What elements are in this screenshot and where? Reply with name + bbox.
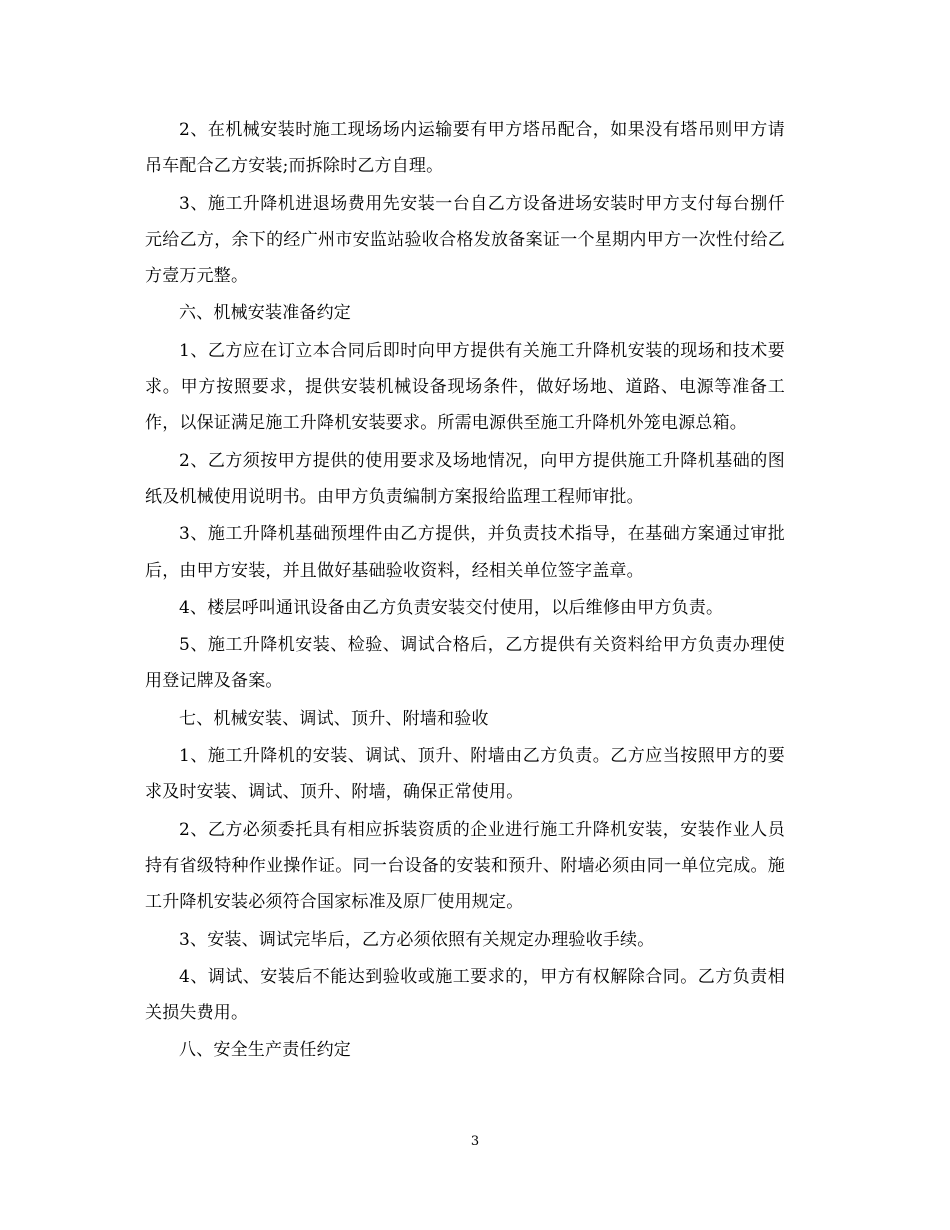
paragraph-qualified-installer: 2、乙方必须委托具有相应拆装资质的企业进行施工升降机安装，安装作业人员持有省级特种作业操作证。同一台设备的安装和预升、附墙必须由同一单位完成。施工升降机安装必须符合国家标准及原厂使用规定。 [145, 819, 785, 913]
paragraph-registration: 5、施工升降机安装、检验、调试合格后，乙方提供有关资料给甲方负责办理使用登记牌及备案。 [145, 635, 785, 692]
paragraph-acceptance-procedure: 3、安装、调试完毕后，乙方必须依照有关规定办理验收手续。 [179, 929, 655, 950]
paragraph-entry-exit-fee: 3、施工升降机进退场费用先安装一台自乙方设备进场安装时甲方支付每台捌仟元给乙方，余下的经广州市安监站验收合格发放备案证一个星期内甲方一次性付给乙方壹万元整。 [145, 193, 785, 287]
paragraph-site-requirements: 1、乙方应在订立本合同后即时向甲方提供有关施工升降机安装的现场和技术要求。甲方按照要求，提供安装机械设备现场条件，做好场地、道路、电源等准备工作，以保证满足施工升降机安装要求。所需电源供至施工升降机外笼电源总箱。 [145, 340, 785, 434]
section-heading-installation-acceptance: 七、机械安装、调试、顶升、附墙和验收 [179, 708, 489, 729]
page-number: 3 [470, 1134, 480, 1149]
paragraph-call-equipment: 4、楼层呼叫通讯设备由乙方负责安装交付使用，以后维修由甲方负责。 [179, 597, 724, 618]
paragraph-lift-transport: 2、在机械安装时施工现场场内运输要有甲方塔吊配合，如果没有塔吊则甲方请吊车配合乙方安装;而拆除时乙方自理。 [145, 120, 785, 177]
paragraph-termination: 4、调试、安装后不能达到验收或施工要求的，甲方有权解除合同。乙方负责相关损失费用。 [145, 966, 785, 1024]
section-heading-safety: 八、安全生产责任约定 [179, 1040, 351, 1061]
document-body [145, 112, 785, 1070]
section-heading-installation-prep: 六、机械安装准备约定 [179, 303, 351, 324]
paragraph-installation-responsibility: 1、施工升降机的安装、调试、顶升、附墙由乙方负责。乙方应当按照甲方的要求及时安装、调试、顶升、附墙，确保正常使用。 [145, 746, 785, 803]
paragraph-foundation-drawings: 2、乙方须按甲方提供的使用要求及场地情况，向甲方提供施工升降机基础的图纸及机械使用说明书。由甲方负责编制方案报给监理工程师审批。 [145, 450, 785, 507]
paragraph-embedded-parts: 3、施工升降机基础预埋件由乙方提供，并负责技术指导，在基础方案通过审批后，由甲方安装，并且做好基础验收资料，经相关单位签字盖章。 [145, 524, 785, 581]
